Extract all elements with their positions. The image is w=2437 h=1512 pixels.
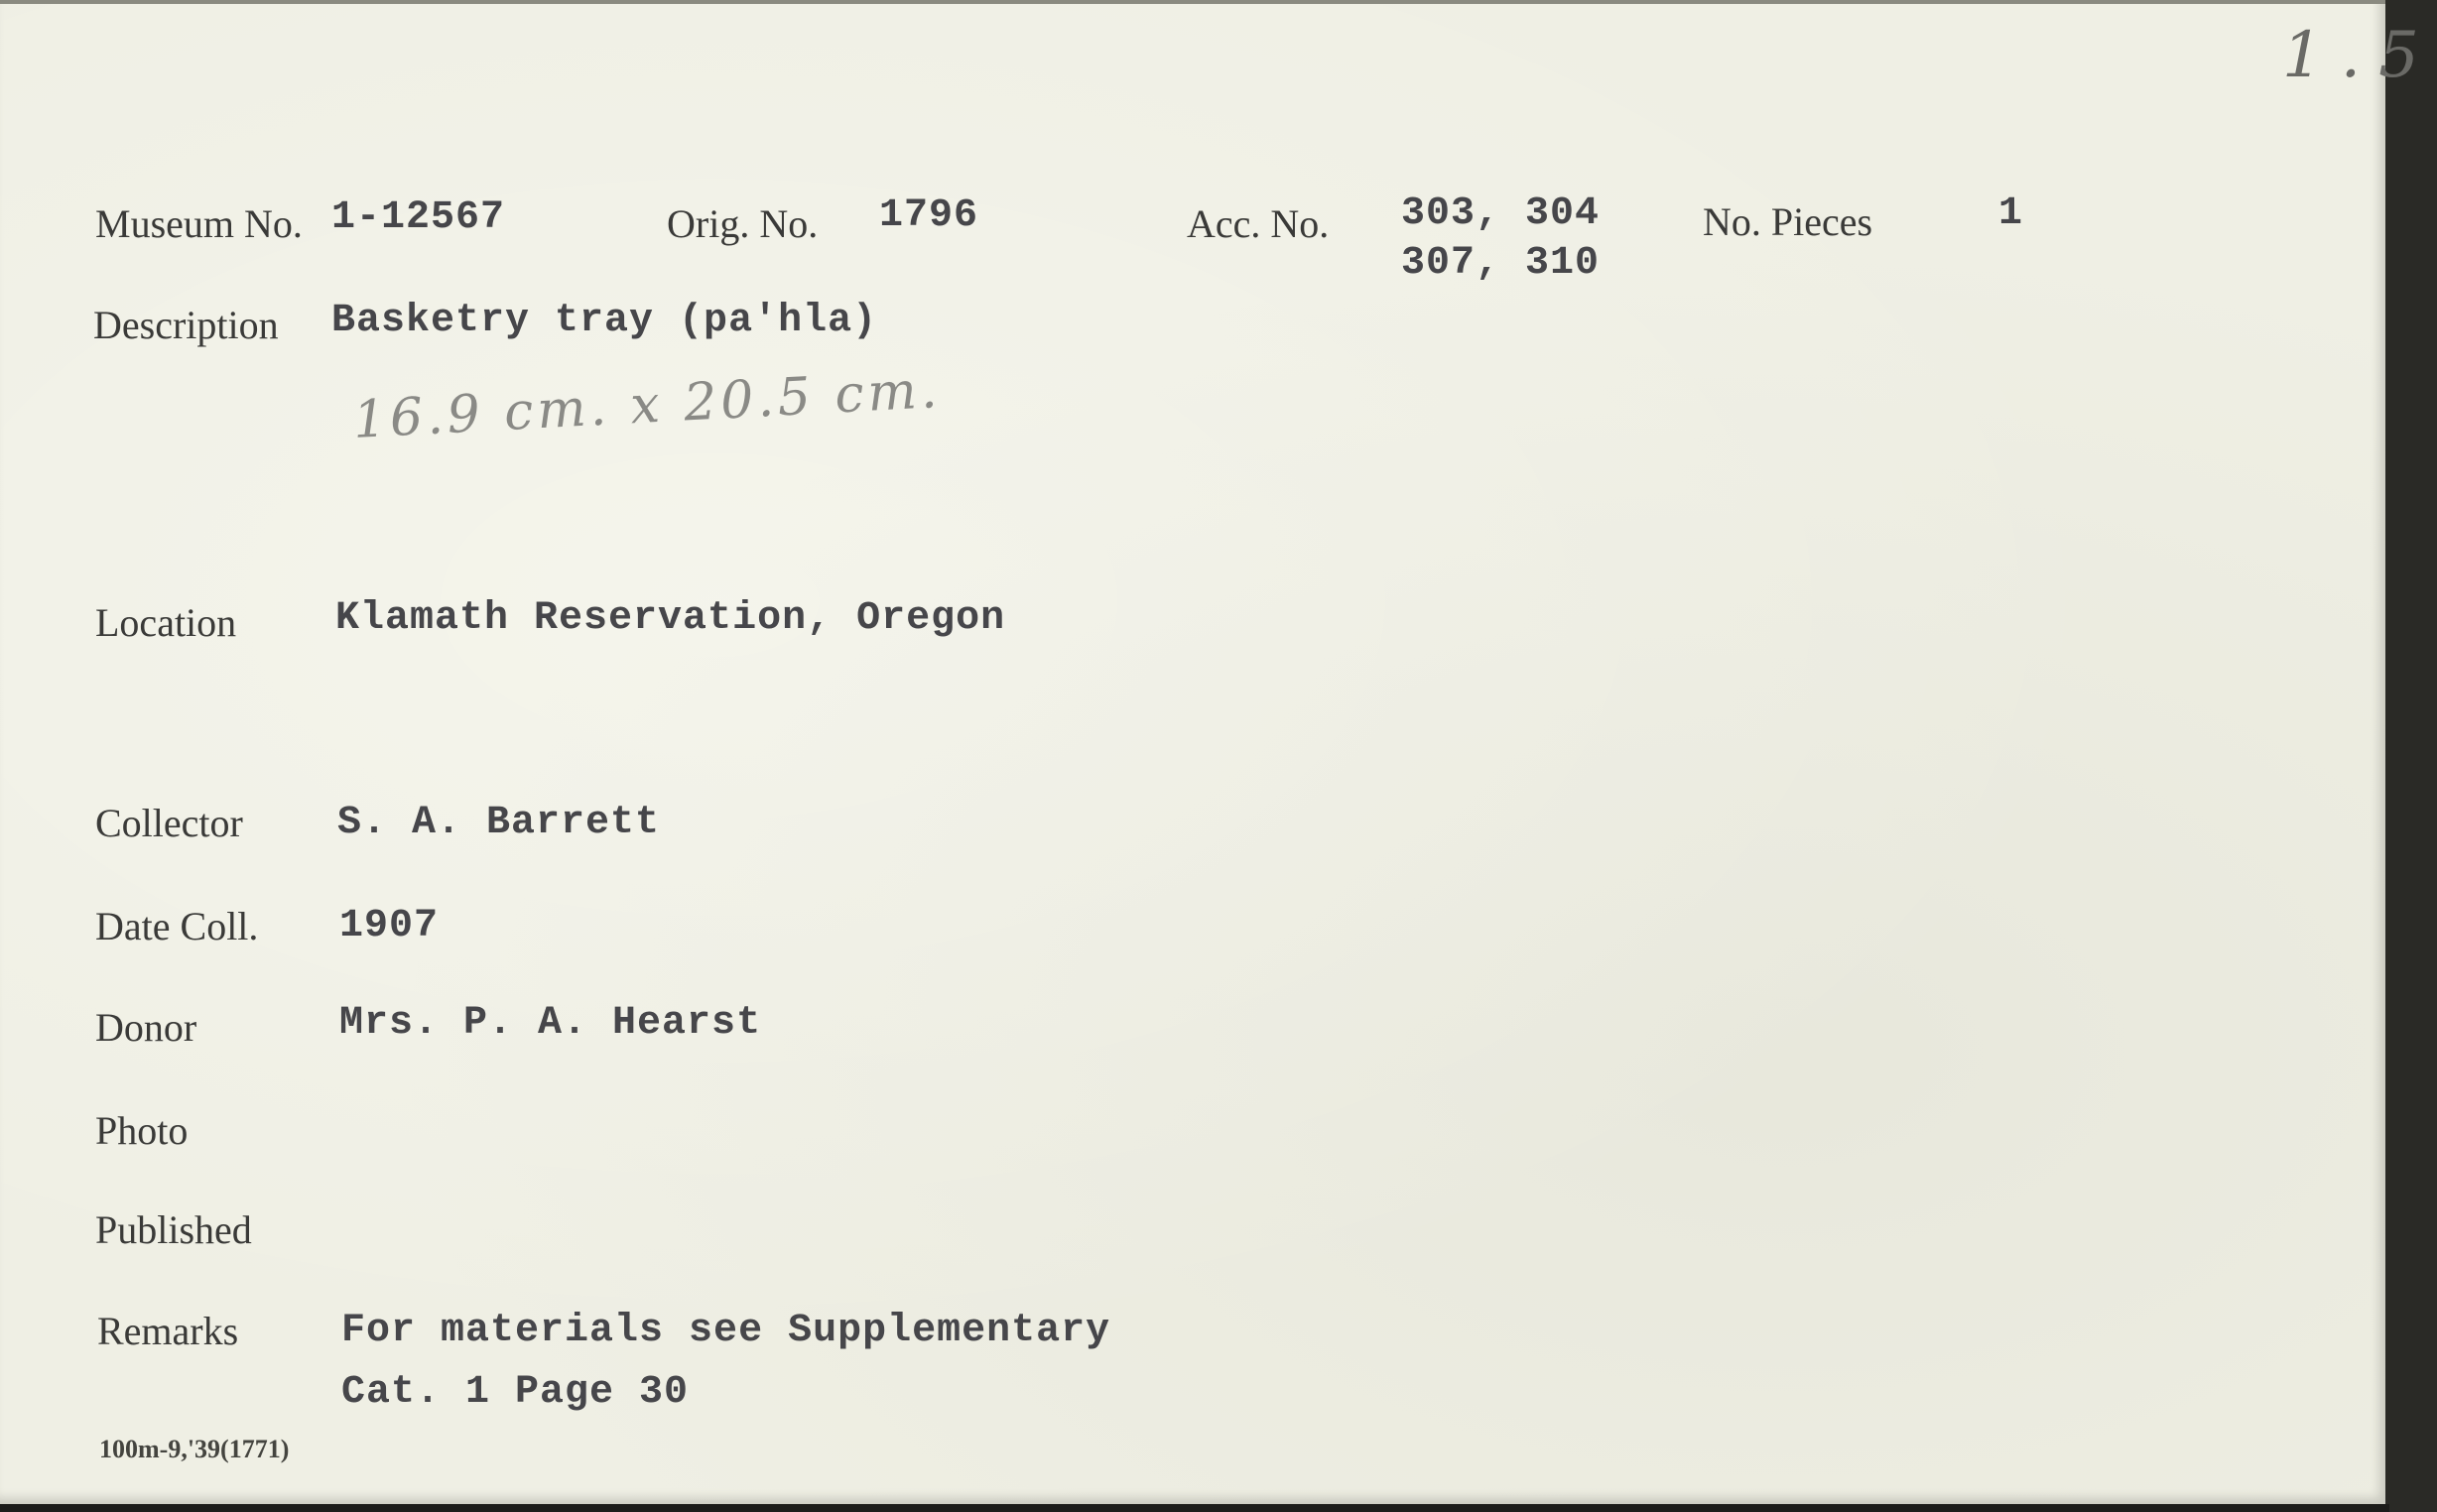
acc-no-label: Acc. No. [1187,201,1330,246]
location-value: Klamath Reservation, Oregon [335,596,1006,641]
remarks-label: Remarks [97,1309,239,1353]
collector-label: Collector [95,801,243,845]
card-bottom-edge [0,1504,2389,1512]
corner-handwritten-note: 1.5 [2282,19,2437,92]
remarks-value-line1: For materials see Supplementary [341,1309,1111,1353]
remarks-value-line2: Cat. 1 Page 30 [341,1370,690,1415]
museum-no-value: 1-12567 [331,195,506,240]
donor-value: Mrs. P. A. Hearst [339,1001,762,1046]
orig-no-value: 1796 [879,193,979,238]
published-label: Published [95,1207,252,1252]
description-handwritten-dimensions: 16.9 cm. x 20.5 cm. [351,360,943,450]
acc-no-value-line1: 303, 304 [1401,191,1601,236]
photo-label: Photo [95,1108,189,1153]
no-pieces-value: 1 [1998,191,2024,236]
date-coll-value: 1907 [339,904,440,948]
museum-no-label: Museum No. [95,201,303,246]
orig-no-label: Orig. No. [667,201,819,246]
acc-no-value-line2: 307, 310 [1401,241,1601,286]
location-label: Location [95,600,237,645]
no-pieces-label: No. Pieces [1703,199,1873,244]
print-code: 100m-9,'39(1771) [99,1435,290,1463]
card-top-edge [0,0,2385,4]
collector-value: S. A. Barrett [337,801,661,845]
donor-label: Donor [95,1005,197,1050]
date-coll-label: Date Coll. [95,904,259,948]
description-value: Basketry tray (pa'hla) [331,299,878,343]
description-label: Description [93,303,279,347]
